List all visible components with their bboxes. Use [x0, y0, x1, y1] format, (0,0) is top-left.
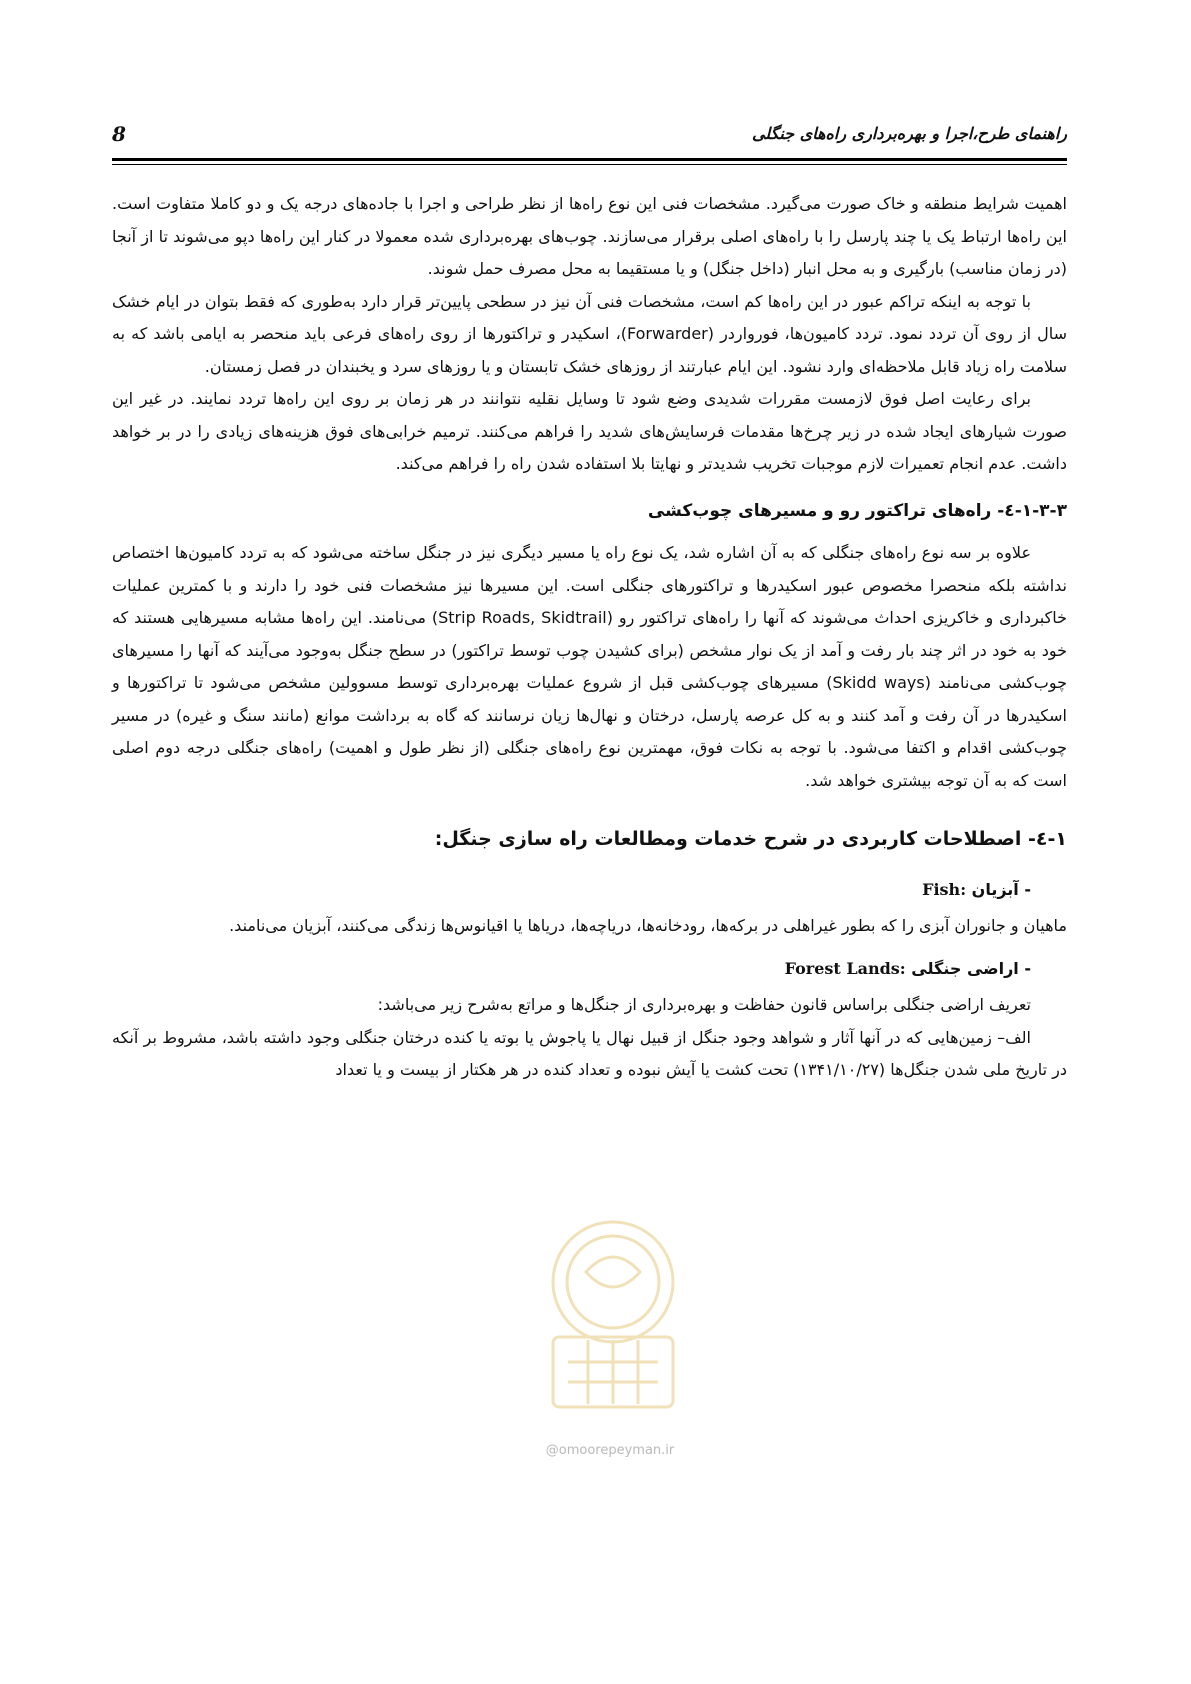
page-body — [112, 188, 1067, 1087]
term-persian: - آبزیان — [971, 879, 1031, 899]
paragraph: الف– زمین‌هایی که در آنها آثار و شواهد وجود جنگل از قبیل نهال یا پاجوش یا بوته یا کنده درختان جنگلی وجود داشته باشد، مشروط بر آنکه در تاریخ ملی شدن جنگل‌ها (۱۳۴۱/۱۰/۲۷) تحت کشت یا آیش نبوده و تعداد کنده در هر هکتار از بیست و یا تعداد — [112, 1027, 1067, 1079]
term-heading — [112, 953, 1067, 986]
watermark-site: @omoorepeyman.ir — [545, 1443, 675, 1458]
paragraph: با توجه به اینکه تراکم عبور در این راه‌ها کم است، مشخصات فنی آن نیز در سطحی پایین‌تر قرار دارد به‌طوری که فقط بتوان در ایام خشک سال از روی آن تردد نمود. تردد کامیون‌ها، فورواردر (Forwarder)، اسکیدر و تراکتورها از روی راه‌های فرعی باید منحصر به ایامی باشد که به سلامت راه زیاد قابل ملاحظه‌ای وارد نشود. این ایام عبارتند از روزهای خشک تابستان و یا روزهای سرد و یخبندان در فصل زمستان. — [112, 291, 1068, 376]
term-english: Forest Lands: — [784, 958, 906, 978]
paragraph: علاوه بر سه نوع راه‌های جنگلی که به آن اشاره شد، یک نوع راه یا مسیر دیگری نیز در جنگل ساخته می‌شود که به تردد کامیون‌ها اختصاص نداشته بلکه منحصرا مخصوص عبور اسکیدرها و تراکتورهای جنگلی است. این مسیرها نیز مشخصات فنی خود را دارند و با کمترین عملیات خاکبرداری و خاکریزی احداث می‌شوند که آنها را راه‌های تراکتور رو (Strip Roads, Skidtrail) می‌نامند. این راه‌ها مشابه مسیرهایی هستند که خود به خود در اثر چند بار رفت و آمد از یک نوار مشخص (برای کشیدن چوب توسط تراکتور) در سطح جنگل به‌وجود می‌آیند که آنها را مسیرهای چوب‌کشی می‌نامند (Skidd ways) مسیرهای چوب‌کشی قبل از شروع عملیات بهره‌برداری توسط مسوولین مشخص می‌شود تا تراکتورها و اسکیدرها در آن رفت و آمد کنند و به کل عرصه پارسل، درختان و نهال‌ها زیان نرسانند که گاه به برداشت موانع (مانند سنگ و غیره) در مسیر چوب‌کشی اقدام و اکتفا می‌شود. با توجه به نکات فوق، مهمترین نوع راه‌های جنگلی (از نظر طول و اهمیت) راه‌های جنگلی درجه دوم اصلی است که به آن توجه بیشتری خواهد شد. — [112, 543, 1068, 790]
term-persian: - اراضی جنگلی — [911, 958, 1031, 978]
paragraph: ماهیان و جانوران آبزی را که بطور غیراهلی در برکه‌ها، رودخانه‌ها، دریاچه‌ها، دریاها یا اقیانوس‌ها زندگی می‌کنند، آبزیان می‌نامند. — [229, 916, 1067, 935]
paragraph: تعریف اراضی جنگلی براساس قانون حفاظت و بهره‌برداری از جنگل‌ها و مراتع به‌شرح زیر می‌باشد: — [377, 995, 1031, 1014]
section-heading: ۱-۳-۳-٤- راه‌های تراکتور رو و مسیرهای چوب‌کشی — [647, 500, 1067, 521]
header-rule-thin — [112, 164, 1067, 165]
page-number: 8 — [112, 122, 126, 146]
page-header — [112, 124, 1067, 154]
paragraph: برای رعایت اصل فوق لازمست مقررات شدیدی وضع شود تا وسایل نقلیه نتوانند در هر زمان بر روی این راه‌ها تردد نمایند. در غیر این صورت شیارهای ایجاد شده در زیر چرخ‌ها مقدمات فرسایش‌های شدید را فراهم می‌کنند. ترمیم خرابی‌های فوق هزینه‌های زیادی را در بر خواهد داشت. عدم انجام تعمیرات لازم موجبات تخریب شدیدتر و نهایتا بلا استفاده شدن راه را فراهم می‌کند. — [112, 389, 1067, 473]
header-rule-thick — [112, 158, 1067, 161]
watermark-logo — [528, 1212, 698, 1422]
term-heading — [112, 874, 1067, 907]
paragraph: اهمیت شرایط منطقه و خاک صورت می‌گیرد. مشخصات فنی این نوع راه‌ها از نظر طراحی و اجرا با جاده‌های درجه یک و دو کاملا متفاوت است. این راه‌ها ارتباط یک یا چند پارسل را با راه‌های اصلی برقرار می‌سازند. چوب‌های بهره‌برداری شده معمولا در کنار این راه‌ها دپو می‌شوند تا از آنجا (در زمان مناسب) بارگیری و به محل انبار (داخل جنگل) و یا مستقیما به محل مصرف حمل شوند. — [112, 194, 1067, 278]
running-title: راهنمای طرح،اجرا و بهره‌برداری راه‌های جنگلی — [751, 124, 1067, 143]
section-heading: ۱-٤- اصطلاحات کاربردی در شرح خدمات ومطالعات راه سازی جنگل: — [434, 828, 1067, 850]
term-english: Fish: — [922, 879, 967, 899]
